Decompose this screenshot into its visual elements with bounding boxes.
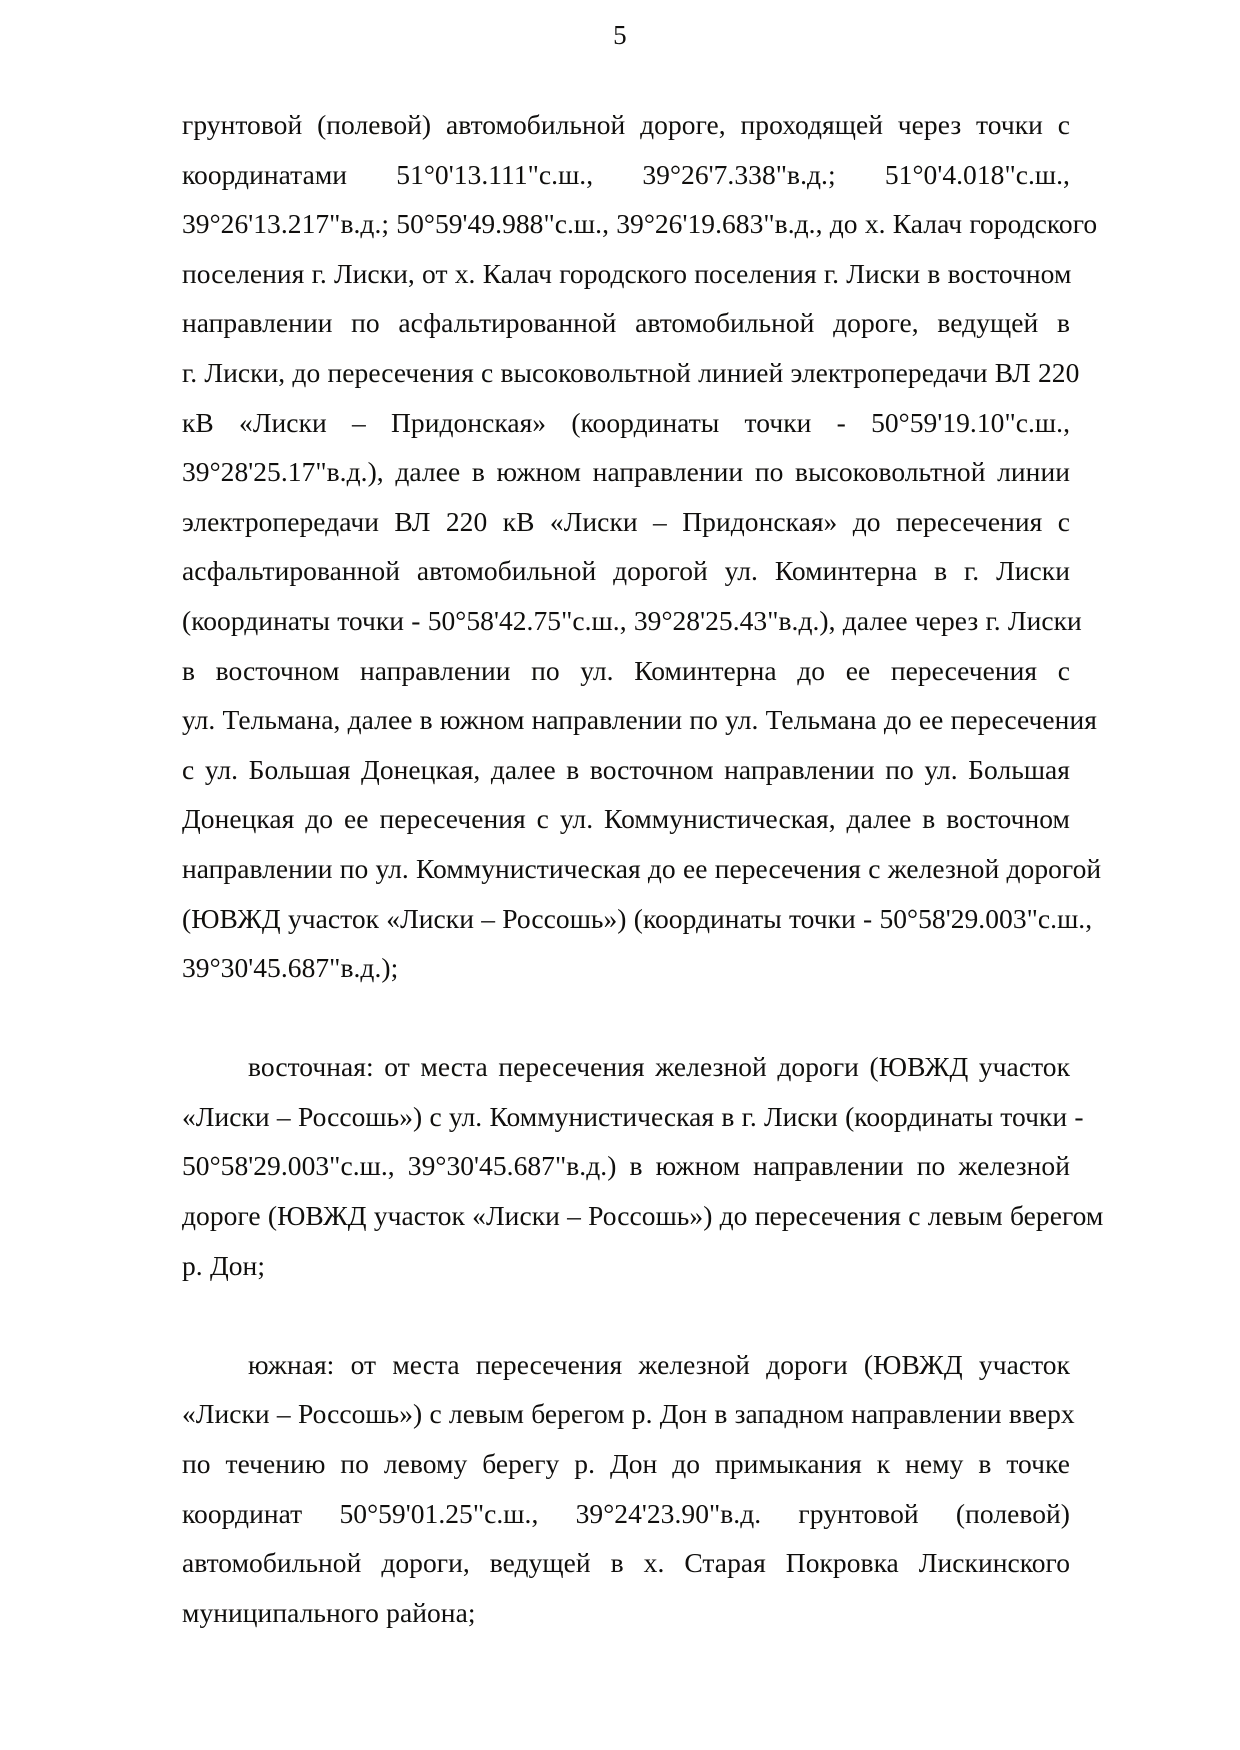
text-line: координатами 51°0'13.111"с.ш., 39°26'7.338"в.д.; 51°0'4.018"с.ш., — [182, 158, 1070, 190]
document-body — [182, 100, 1104, 1687]
text-line: (ЮВЖД участок «Лиски – Россошь») (координаты точки - 50°58'29.003"с.ш., — [182, 902, 1093, 934]
text-line: координат 50°59'01.25"с.ш., 39°24'23.90"в.д. грунтовой (полевой) — [182, 1497, 1070, 1529]
text-line: электропередачи ВЛ 220 кВ «Лиски – Придонская» до пересечения с — [182, 505, 1070, 537]
paragraph-boundary-continuation — [182, 100, 1102, 1042]
paragraph-southern-boundary — [182, 1340, 1075, 1687]
text-line: поселения г. Лиски, от х. Калач городского поселения г. Лиски в восточном — [182, 257, 1072, 289]
text-line: с ул. Большая Донецкая, далее в восточном направлении по ул. Большая — [182, 753, 1070, 785]
text-line: асфальтированной автомобильной дорогой ул. Коминтерна в г. Лиски — [182, 555, 1070, 587]
text-line: восточная: от места пересечения железной дороги (ЮВЖД участок — [248, 1051, 1070, 1083]
text-line: ул. Тельмана, далее в южном направлении по ул. Тельмана до ее пересечения — [182, 704, 1097, 736]
text-line: р. Дон; — [182, 1249, 266, 1281]
text-line: Донецкая до ее пересечения с ул. Коммунистическая, далее в восточном — [182, 803, 1070, 835]
paragraph-eastern-boundary — [182, 1042, 1104, 1340]
text-line: (координаты точки - 50°58'42.75"с.ш., 39°28'25.43"в.д.), далее через г. Лиски — [182, 604, 1082, 636]
text-line: «Лиски – Россошь») с левым берегом р. Дон в западном направлении вверх — [182, 1398, 1075, 1430]
text-line: г. Лиски, до пересечения с высоковольтной линией электропередачи ВЛ 220 — [182, 356, 1080, 388]
text-line: автомобильной дороги, ведущей в х. Старая Покровка Лискинского — [182, 1547, 1070, 1579]
text-line: южная: от места пересечения железной дороги (ЮВЖД участок — [248, 1348, 1070, 1380]
text-line: муниципального района; — [182, 1596, 476, 1628]
text-line: дороге (ЮВЖД участок «Лиски – Россошь») до пересечения с левым берегом — [182, 1200, 1104, 1232]
text-line: в восточном направлении по ул. Коминтерна до ее пересечения с — [182, 654, 1070, 686]
text-line: по течению по левому берегу р. Дон до примыкания к нему в точке — [182, 1448, 1070, 1480]
text-line: 39°30'45.687"в.д.); — [182, 952, 399, 984]
text-line: грунтовой (полевой) автомобильной дороге, проходящей через точки с — [182, 109, 1070, 140]
page-number: 5 — [613, 20, 627, 50]
text-line: 39°26'13.217"в.д.; 50°59'49.988"с.ш., 39°26'19.683"в.д., до х. Калач городского — [182, 208, 1098, 240]
text-line: направлении по ул. Коммунистическая до ее пересечения с железной дорогой — [182, 852, 1102, 884]
text-line: 39°28'25.17"в.д.), далее в южном направлении по высоковольтной линии — [182, 456, 1070, 488]
text-line: 50°58'29.003"с.ш., 39°30'45.687"в.д.) в южном направлении по железной — [182, 1150, 1070, 1182]
text-line: кВ «Лиски – Придонская» (координаты точки - 50°59'19.10"с.ш., — [182, 406, 1070, 438]
text-line: направлении по асфальтированной автомобильной дороге, ведущей в — [182, 307, 1070, 339]
text-line: «Лиски – Россошь») с ул. Коммунистическая в г. Лиски (координаты точки - — [182, 1100, 1084, 1132]
